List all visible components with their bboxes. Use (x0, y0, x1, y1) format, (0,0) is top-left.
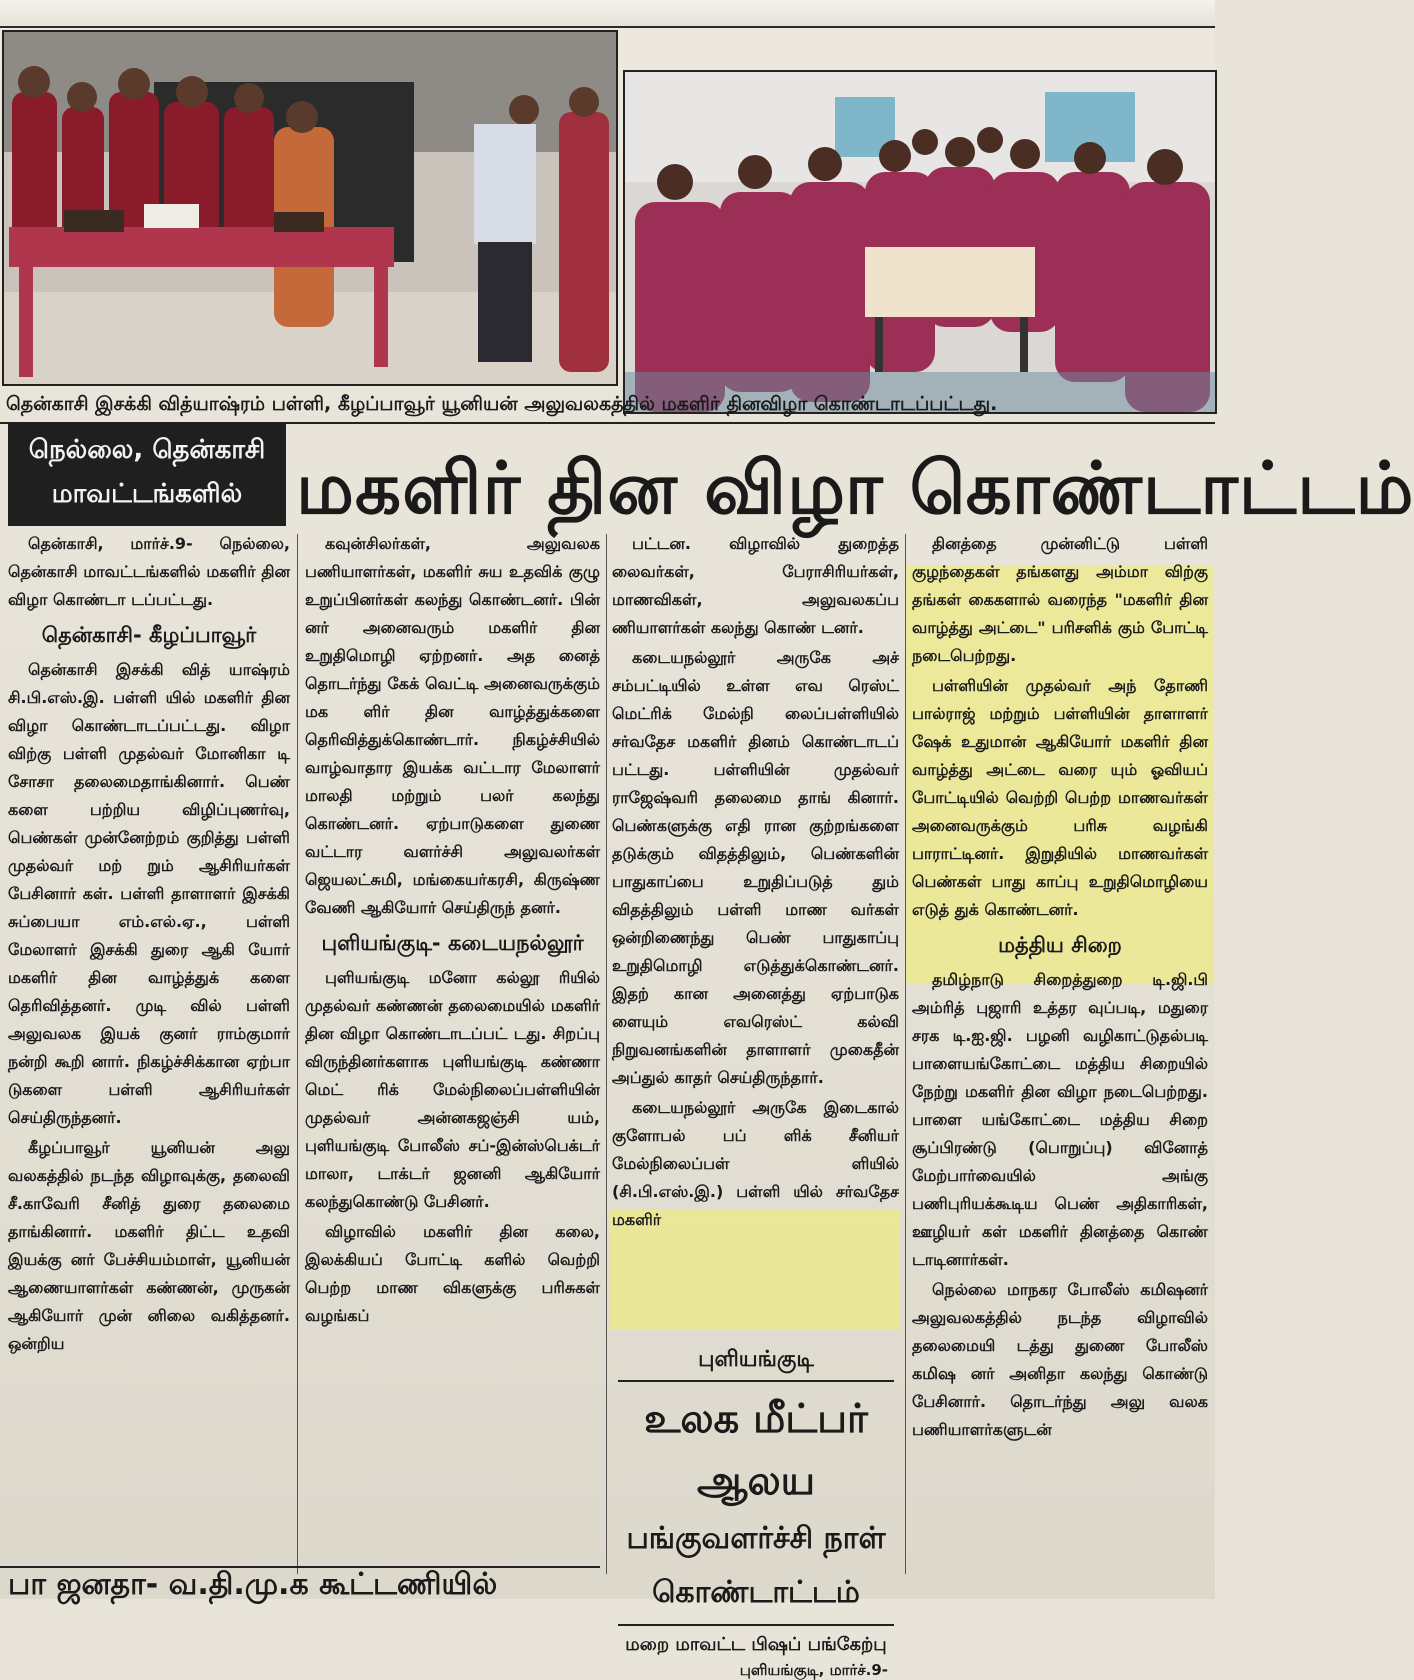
inset-kicker: புளியங்குடி (618, 1340, 894, 1382)
col2-subheading: புளியங்குடி- கடையநல்லூர் (321, 931, 584, 955)
col4-paragraph-4: நெல்லை மாநகர போலீஸ் கமிஷனர் அலுவலகத்தில் நடந்த விழாவில் தலைமையி டத்து துணை போலீஸ் கமிஷ னர் அனிதா கலந்து கொண்டு பேசினார். தொடர்ந்து அலு வலக பணியாளர்களுடன் (912, 1280, 1208, 1439)
main-headline: மகளிர் தின விழா கொண்டாட்டம் (296, 446, 1414, 530)
col4-subheading: மத்திய சிறை (998, 933, 1122, 957)
headline-kicker (8, 422, 286, 526)
article-column-3 (612, 530, 899, 1229)
inset-article (612, 1340, 900, 1679)
col4-paragraph-2: பள்ளியின் முதல்வர் அந் தோணி பால்ராஜ் மற்றும் பள்ளியின் தாளாளர் ஷேக் உதுமான் ஆகியோர் மகளிர் தின வாழ்த்து அட்டை வரை யும் ஓவியப் போட்டியில் வெற்றி பெற்ற மாணவர்கள் அனைவருக்கும் பரிசு வழங்கி பாராட்டினர். இறுதியில் மாணவர்கள் பெண்கள் பாது காப்பு உறுதிமொழியை எடுத் துக் கொண்டனர். (912, 676, 1208, 919)
inset-subheading: மறை மாவட்ட பிஷப் பங்கேற்பு (618, 1624, 894, 1660)
bottom-headline: பா ஜனதா- வ.தி.மு.க கூட்டணியில் (0, 1566, 600, 1599)
col3-paragraph-1: பட்டன. விழாவில் துறைத்த லைவர்கள், பேராசிரியர்கள், மாணவிகள், அலுவலகப்ப ணியாளர்கள் கலந்து கொண் டனர். (612, 534, 899, 637)
col1-subheading: தென்காசி- கீழப்பாவூர் (41, 623, 257, 647)
page-top-edge (0, 0, 1215, 28)
col2-paragraph-3: விழாவில் மகளிர் தின கலை, இலக்கியப் போட்டி களில் வெற்றி பெற்ற மாண விகளுக்கு பரிசுகள் வழங்கப் (305, 1222, 600, 1325)
column-rule-2 (606, 534, 607, 1574)
col2-paragraph-1: கவுன்சிலர்கள், அலுவலக பணியாளர்கள், மகளிர் சுய உதவிக் குழு உறுப்பினர்கள் கலந்து கொண்டனர். பின் னர் அனைவரும் மகளிர் தின உறுதிமொழி ஏற்றனர். அத னைத் தொடர்ந்து கேக் வெட்டி அனைவருக்கும் மக ளிர் தின வாழ்த்துக்களை தெரிவித்துக்கொண்டார். நிகழ்ச்சியில் வாழ்வாதார இயக்க வட்டார மேலாளர் மாலதி மற்றும் பலர் கலந்து கொண்டனர். ஏற்பாடுகளை துணை வட்டார வளர்ச்சி அலுவலர்கள் ஜெயலட்சுமி, மங்கையர்கரசி, கிருஷ்ண வேணி ஆகியோர் செய்திருந் தனர். (305, 534, 600, 917)
col1-paragraph-2: தென்காசி இசக்கி வித் யாஷ்ரம் சி.பி.எஸ்.இ. பள்ளி யில் மகளிர் தின விழா கொண்டாடப்பட்டது. விழா விற்கு பள்ளி முதல்வர் மோனிகா டி சோசா தலைமைதாங்கினார். பெண் களை பற்றிய விழிப்புணர்வு, பெண்கள் முன்னேற்றம் குறித்து பள்ளி முதல்வர் மற் றும் ஆசிரியர்கள் பேசினார் கள். பள்ளி தாளாளர் இசக்கி சுப்பையா எம்.எல்.ஏ., பள்ளி மேலாளர் இசக்கி துரை ஆகி யோர் மகளிர் தின வாழ்த்துக் களை தெரிவித்தனர். முடி வில் பள்ளி அலுவலக இயக் குனர் ராம்குமார் நன்றி கூறி னார். நிகழ்ச்சிக்கான ஏற்பா டுகளை பள்ளி ஆசிரியர்கள் செய்திருந்தனர். (8, 660, 290, 1127)
kicker-line-1: நெல்லை, தென்காசி (28, 435, 266, 465)
column-rule-3 (905, 534, 906, 1574)
col2-paragraph-2: புளியங்குடி மனோ கல்லூ ரியில் முதல்வர் கண்ணன் தலைமையில் மகளிர் தின விழா கொண்டாடப்பட் டது. சிறப்பு விருந்தினர்களாக புளியங்குடி கண்ணா மெட் ரிக் மேல்நிலைப்பள்ளியின் முதல்வர் அன்னகஜஞ்சி யம், புளியங்குடி போலீஸ் சப்-இன்ஸ்பெக்டர் மாலா, டாக்டர் ஜனனி ஆகியோர் கலந்துகொண்டு பேசினர். (305, 968, 600, 1211)
article-column-4 (912, 530, 1208, 1570)
col1-paragraph-3: கீழப்பாவூர் யூனியன் அலு வலகத்தில் நடந்த விழாவுக்கு, தலைவி சீ.காவேரி சீனித் துரை தலைமை தாங்கினார். மகளிர் திட்ட உதவி இயக்கு னர் பேச்சியம்மாள், யூனியன் ஆணையாளர்கள் கண்ணன், முருகன் ஆகியோர் முன் னிலை வகித்தனர். ஒன்றிய (8, 1138, 290, 1353)
article-column-2 (305, 530, 600, 1570)
col4-paragraph-3: தமிழ்நாடு சிறைத்துறை டி.ஜி.பி அம்ரித் புஜாரி உத்தர வுப்படி, மதுரை சரக டி.ஐ.ஜி. பழனி வழிகாட்டுதல்படி பாளையங்கோட்டை மத்திய சிறையில் நேற்று மகளிர் தின விழா நடைபெற்றது. பாளை யங்கோட்டை மத்திய சிறை சூப்பிரண்டு (பொறுப்பு) வினோத் மேற்பார்வையில் அங்கு பணிபுரியக்கூடிய பெண் அதிகாரிகள், ஊழியர் கள் மகளிர் தினத்தை கொண் டாடினார்கள். (912, 970, 1208, 1269)
article-column-1 (8, 530, 290, 1570)
col3-paragraph-2: கடையநல்லூர் அருகே அச் சம்பட்டியில் உள்ள எவ ரெஸ்ட் மெட்ரிக் மேல்நி லைப்பள்ளியில் சர்வதேச மகளிர் தினம் கொண்டாடப் பட்டது. பள்ளியின் முதல்வர் ராஜேஷ்வரி தலைமை தாங் கினார். பெண்களுக்கு எதி ரான குற்றங்களை தடுக்கும் விதத்திலும், பெண்களின் பாதுகாப்பை உறுதிப்படுத் தும் விதத்திலும் பள்ளி மாண வர்கள் ஒன்றிணைந்து பெண் பாதுகாப்பு உறுதிமொழி எடுத்துக்கொண்டனர். இதற் கான அனைத்து ஏற்பாடுக ளையும் எவரெஸ்ட் கல்வி நிறுவனங்களின் தாளாளர் முகைதீன் அப்துல் காதர் செய்திருந்தார். (612, 648, 899, 1087)
photo-caption: தென்காசி இசக்கி வித்யாஷ்ரம் பள்ளி, கீழப்பாவூர் யூனியன் அலுவலகத்தில் மகளிர் தினவிழா கொண்டாடப்பட்டது. (6, 393, 998, 415)
photo-group-celebration (623, 70, 1217, 414)
kicker-line-2: மாவட்டங்களில் (51, 479, 243, 509)
column-rule-1 (297, 534, 298, 1574)
inset-headline-line-2: பங்குவளர்ச்சி நாள் கொண்டாட்டம் (626, 1521, 886, 1610)
col3-paragraph-3: கடையநல்லூர் அருகே இடைகால் குளோபல் பப் ளிக் சீனியர் மேல்நிலைப்பள் ளியில் (சி.பி.எஸ்.இ.) பள்ளி யில் சர்வதேச மகளிர் (612, 1098, 899, 1229)
photo-cake-cutting (2, 30, 618, 386)
col1-dateline-paragraph: தென்காசி, மார்ச்.9- நெல்லை, தென்காசி மாவட்டங்களில் மகளிர் தின விழா கொண்டா டப்பட்டது. (8, 534, 290, 609)
col4-paragraph-1: தினத்தை முன்னிட்டு பள்ளி குழந்தைகள் தங்களது அம்மா விற்கு தங்கள் கைகளால் வரைந்த "மகளிர் தின வாழ்த்து அட்டை" பரிசளிக் கும் போட்டி நடைபெற்றது. (912, 534, 1208, 665)
inset-dateline: புளியங்குடி, மார்ச்.9- (739, 1661, 888, 1679)
inset-headline-line-1: உலக மீட்பர் ஆலய (644, 1396, 868, 1504)
